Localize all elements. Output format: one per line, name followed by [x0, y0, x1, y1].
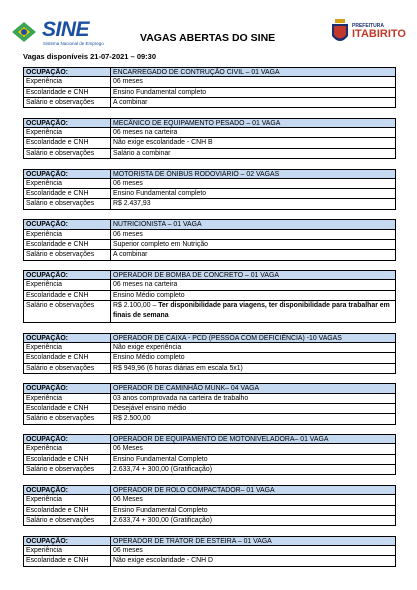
prefeitura-logo — [330, 18, 410, 52]
occupation-label: OCUPAÇÃO: — [24, 334, 111, 342]
salary-row — [23, 414, 396, 424]
experience-row — [23, 77, 396, 87]
education-row — [23, 88, 396, 98]
experience-row — [23, 444, 396, 454]
experience-row — [23, 546, 396, 556]
experience-label: Experiência — [24, 495, 111, 504]
salary-row — [23, 301, 396, 323]
salary-row — [23, 199, 396, 209]
education-value: Desejável ensino médio — [113, 404, 187, 412]
education-label: Escolaridade e CNH — [24, 291, 111, 300]
job-table — [23, 270, 396, 323]
occupation-value: MECÂNICO DE EQUIPAMENTO PESADO – 01 VAGA — [113, 119, 281, 127]
sine-logo-text: SINE — [42, 18, 90, 41]
education-label: Escolaridade e CNH — [24, 138, 111, 147]
salary-value: R$ 2.500,00 — [113, 415, 151, 423]
sine-logo — [10, 18, 120, 50]
experience-label: Experiência — [24, 394, 111, 403]
sine-logo-icon — [10, 20, 38, 44]
sine-logo-subtitle: Sistema Nacional de Emprego — [43, 41, 104, 46]
prefeitura-city: ITABIRITO — [352, 28, 406, 40]
job-table — [23, 67, 396, 108]
experience-value: 06 meses na carteira — [113, 281, 178, 289]
job-table — [23, 434, 396, 475]
occupation-row — [23, 333, 396, 343]
occupation-row — [23, 219, 396, 229]
city-crest-icon — [330, 18, 350, 48]
occupation-value: OPERADOR DE EQUIPAMENTO DE MOTONIVELADORA– 01 VAGA — [113, 436, 329, 444]
education-label: Escolaridade e CNH — [24, 88, 111, 97]
job-table — [23, 485, 396, 526]
page-title: VAGAS ABERTAS DO SINE — [140, 32, 276, 44]
education-label: Escolaridade e CNH — [24, 189, 111, 198]
experience-row — [23, 230, 396, 240]
experience-row — [23, 128, 396, 138]
education-row — [23, 455, 396, 465]
occupation-row — [23, 485, 396, 495]
experience-value: 06 meses — [113, 179, 143, 187]
education-value: Ensino Médio completo — [113, 354, 185, 362]
occupation-label: OCUPAÇÃO: — [24, 68, 111, 76]
job-table — [23, 219, 396, 260]
experience-row — [23, 495, 396, 505]
occupation-value: MOTORISTA DE ÔNIBUS RODOVIÁRIO – 02 VAGAS — [113, 170, 280, 178]
job-table — [23, 333, 396, 374]
occupation-row — [23, 118, 396, 128]
occupation-value: OPERADOR DE TRATOR DE ESTEIRA – 01 VAGA — [113, 537, 272, 545]
salary-value: R$ 2.437,93 — [113, 200, 151, 208]
salary-label: Salário e observações — [24, 516, 111, 525]
job-table — [23, 383, 396, 424]
occupation-label: OCUPAÇÃO: — [24, 220, 111, 228]
experience-label: Experiência — [24, 444, 111, 453]
experience-label: Experiência — [24, 343, 111, 352]
salary-row — [23, 250, 396, 260]
experience-label: Experiência — [24, 280, 111, 289]
date-line: Vagas disponíveis 21-07-2021 – 09:30 — [23, 52, 156, 61]
occupation-label: OCUPAÇÃO: — [24, 170, 111, 178]
occupation-label: OCUPAÇÃO: — [24, 271, 111, 279]
experience-value: 03 anos comprovada na carteira de trabalho — [113, 394, 249, 402]
experience-value: 06 Meses — [113, 496, 143, 504]
occupation-row — [23, 67, 396, 77]
occupation-value: OPERADOR DE CAIXA - PCD (PESSOA COM DEFICIÊNCIA) -10 VAGAS — [113, 334, 342, 342]
occupation-row — [23, 434, 396, 444]
salary-value: 2.633,74 + 300,00 (Gratificação) — [113, 466, 213, 474]
occupation-value: OPERADOR DE CAMINHÃO MUNK– 04 VAGA — [113, 385, 260, 393]
salary-label: Salário e observações — [24, 465, 111, 474]
education-row — [23, 291, 396, 301]
education-row — [23, 189, 396, 199]
salary-row — [23, 465, 396, 475]
experience-label: Experiência — [24, 230, 111, 239]
salary-label: Salário e observações — [24, 364, 111, 373]
experience-value: 06 meses — [113, 547, 143, 555]
salary-value: A combinar — [113, 251, 148, 259]
occupation-value: OPERADOR DE BOMBA DE CONCRETO – 01 VAGA — [113, 272, 279, 280]
page-header — [0, 0, 417, 60]
education-row — [23, 556, 396, 566]
education-value: Ensino Fundamental Completo — [113, 455, 208, 463]
prefeitura-label: PREFEITURA — [352, 23, 384, 29]
experience-value: 06 meses — [113, 78, 143, 86]
education-row — [23, 240, 396, 250]
experience-value: 06 meses na carteira — [113, 129, 178, 137]
salary-amount: R$ 2.100,00 – — [113, 302, 159, 310]
experience-row — [23, 179, 396, 189]
occupation-row — [23, 536, 396, 546]
salary-row — [23, 149, 396, 159]
education-value: Superior completo em Nutrição — [113, 240, 208, 248]
salary-notes: Ter disponibilidade para viagens, ter disponibilidade para trabalhar em finais de semana — [113, 302, 390, 320]
salary-row — [23, 516, 396, 526]
education-label: Escolaridade e CNH — [24, 353, 111, 362]
education-row — [23, 404, 396, 414]
experience-label: Experiência — [24, 179, 111, 188]
occupation-row — [23, 383, 396, 393]
occupation-value: ENCARREGADO DE CONTRUÇÃO CIVIL – 01 VAGA — [113, 69, 280, 76]
education-value: Ensino Fundamental Completo — [113, 506, 208, 514]
salary-value — [111, 301, 395, 322]
education-label: Escolaridade e CNH — [24, 556, 111, 565]
experience-value: Não exige experiência — [113, 343, 182, 351]
occupation-row — [23, 169, 396, 179]
education-label: Escolaridade e CNH — [24, 506, 111, 515]
occupation-label: OCUPAÇÃO: — [24, 537, 111, 545]
job-table — [23, 536, 396, 567]
education-label: Escolaridade e CNH — [24, 455, 111, 464]
occupation-label: OCUPAÇÃO: — [24, 119, 111, 127]
experience-value: 06 Meses — [113, 445, 143, 453]
education-row — [23, 138, 396, 148]
salary-label: Salário e observações — [24, 98, 111, 107]
education-value: Não exige escolaridade - CNH D — [113, 557, 213, 565]
job-table — [23, 169, 396, 210]
salary-label: Salário e observações — [24, 414, 111, 423]
occupation-label: OCUPAÇÃO: — [24, 486, 111, 494]
salary-value: Salário a combinar — [113, 149, 171, 157]
occupation-row — [23, 270, 396, 280]
occupation-value: OPERADOR DE ROLO COMPACTADOR– 01 VAGA — [113, 486, 275, 494]
salary-row — [23, 98, 396, 108]
salary-value: A combinar — [113, 98, 148, 106]
job-list — [23, 67, 396, 576]
education-value: Ensino Médio completo — [113, 291, 185, 299]
salary-value: 2.633,74 + 300,00 (Gratificação) — [113, 516, 213, 524]
salary-row — [23, 364, 396, 374]
experience-row — [23, 280, 396, 290]
experience-label: Experiência — [24, 128, 111, 137]
experience-row — [23, 394, 396, 404]
experience-label: Experiência — [24, 77, 111, 86]
occupation-label: OCUPAÇÃO: — [24, 384, 111, 392]
education-label: Escolaridade e CNH — [24, 240, 111, 249]
education-value: Ensino Fundamental completo — [113, 190, 207, 198]
occupation-value: NUTRICIONISTA – 01 VAGA — [113, 221, 202, 229]
education-row — [23, 506, 396, 516]
job-table — [23, 118, 396, 159]
education-value: Ensino Fundamental completo — [113, 88, 207, 96]
salary-label: Salário e observações — [24, 250, 111, 259]
salary-label: Salário e observações — [24, 149, 111, 158]
salary-value: R$ 949,96 (6 horas diárias em escala 5x1) — [113, 364, 243, 372]
occupation-label: OCUPAÇÃO: — [24, 435, 111, 443]
education-value: Não exige escolaridade - CNH B — [113, 139, 213, 147]
education-label: Escolaridade e CNH — [24, 404, 111, 413]
experience-value: 06 meses — [113, 230, 143, 238]
salary-label: Salário e observações — [24, 301, 111, 322]
education-row — [23, 353, 396, 363]
experience-row — [23, 343, 396, 353]
salary-label: Salário e observações — [24, 199, 111, 208]
experience-label: Experiência — [24, 546, 111, 555]
